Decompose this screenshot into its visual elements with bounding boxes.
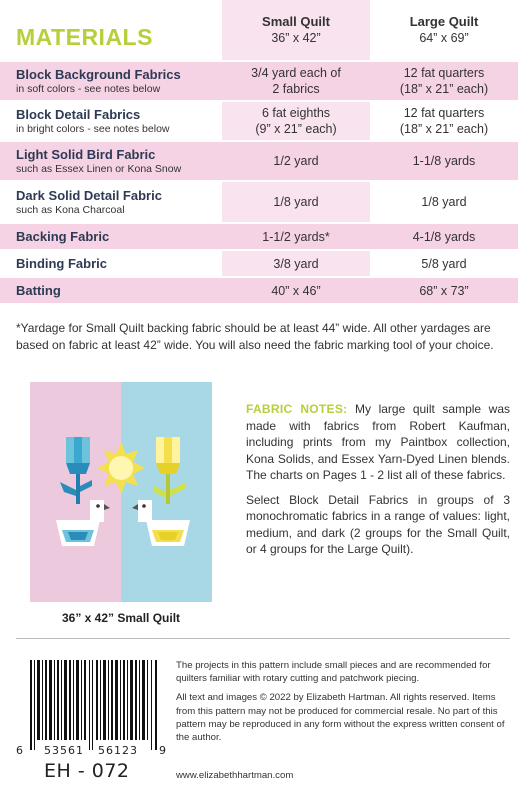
small-value-line: 6 fat eighths <box>261 106 331 120</box>
fabric-notes-para2: Select Block Detail Fabrics in groups of 3 monochromatic fabrics in a range of values: light, medium, and dark (2 groups for the Small Quilt, or 4 groups for the Large Quilt). <box>246 492 510 556</box>
large-value-cell <box>370 278 518 303</box>
table-row <box>0 102 518 142</box>
small-value-line: 1/2 yard <box>273 154 319 168</box>
small-value-line: (9” x 21” each) <box>255 122 337 136</box>
small-value-cell <box>222 142 370 180</box>
quilt-illustration <box>30 382 212 602</box>
large-value-line: 1-1/8 yards <box>412 154 476 168</box>
barcode <box>16 650 168 790</box>
product-sku: EH - 072 <box>44 760 130 782</box>
table-row <box>0 224 518 251</box>
large-value-cell <box>370 251 518 276</box>
barcode-digit-left: 6 <box>16 744 23 757</box>
small-value-line: 1/8 yard <box>273 195 319 209</box>
row-sub: in bright colors - see notes below <box>16 122 170 135</box>
row-sub: in soft colors - see notes below <box>16 82 161 95</box>
table-row <box>0 62 518 102</box>
large-value-line: 68” x 73” <box>419 283 469 298</box>
row-name: Dark Solid Detail Fabric <box>16 187 162 203</box>
small-value-line: 3/8 yard <box>273 256 319 271</box>
large-value-line: 5/8 yard <box>421 256 467 271</box>
small-value-line: 1-1/2 yards* <box>262 229 330 244</box>
table-header-row <box>0 0 518 62</box>
small-value-cell <box>222 278 370 303</box>
small-quilt-header <box>222 0 370 60</box>
row-name: Block Detail Fabrics <box>16 106 141 122</box>
large-value-line: (18” x 21” each) <box>399 82 489 96</box>
fabric-notes-text: My large quilt sample was made with fabrics from Robert Kaufman, including prints from my Paintbox collection, Kona Solids, and Essex Yarn-Dyed Linen blends. The charts on Pages 1 - 2 list all of these fabrics. <box>246 402 511 482</box>
large-value-cell <box>370 142 518 180</box>
barcode-digit-right: 9 <box>159 744 166 757</box>
row-label-cell <box>0 142 222 180</box>
table-row <box>0 142 518 182</box>
row-name: Batting <box>16 282 61 298</box>
small-value-cell <box>222 224 370 249</box>
barcode-group-1: 53561 <box>44 744 84 757</box>
row-label-cell <box>0 102 222 140</box>
table-row <box>0 182 518 224</box>
row-name: Block Background Fabrics <box>16 66 181 82</box>
row-label-cell <box>0 224 222 249</box>
large-value-line: 4-1/8 yards <box>412 229 476 244</box>
table-row <box>0 278 518 305</box>
small-value-line: 2 fabrics <box>272 82 320 96</box>
large-quilt-header <box>370 0 518 60</box>
fabric-notes-para1 <box>246 401 510 484</box>
barcode-icon <box>30 660 158 750</box>
small-value-cell <box>222 182 370 222</box>
small-value-line: 40” x 46” <box>271 283 321 298</box>
row-label-cell <box>0 278 222 303</box>
small-quilt-label: Small Quilt <box>262 14 330 29</box>
row-name: Backing Fabric <box>16 228 110 244</box>
row-sub: such as Kona Charcoal <box>16 203 125 216</box>
large-value-line: 12 fat quarters <box>403 66 485 80</box>
large-value-cell <box>370 102 518 140</box>
row-label-cell <box>0 62 222 100</box>
large-value-cell <box>370 62 518 100</box>
large-value-line: 12 fat quarters <box>403 106 485 120</box>
row-name: Light Solid Bird Fabric <box>16 146 156 162</box>
small-value-cell <box>222 102 370 140</box>
large-value-cell <box>370 182 518 222</box>
row-name: Binding Fabric <box>16 255 107 271</box>
quilt-caption: 36” x 42” Small Quilt <box>61 611 181 625</box>
materials-title: MATERIALS <box>16 23 153 50</box>
footer-text <box>176 659 512 750</box>
large-value-line: 1/8 yard <box>421 195 467 209</box>
fabric-notes <box>246 401 510 566</box>
footer-skill-note: The projects in this pattern include small pieces and are recommended for quilters familiar with rotary cutting and patchwork piecing. <box>176 660 491 685</box>
footer-copyright: All text and images © 2022 by Elizabeth Hartman. All rights reserved. Items from this pattern may not be produced for commercial resale. No part of this pattern may be reproduced in any form without the express written consent of the author. <box>176 692 505 744</box>
small-value-cell <box>222 62 370 100</box>
yardage-note: *Yardage for Small Quilt backing fabric should be at least 44” wide. All other yardages are based on fabric at least 42” wide. You will also need the fabric marking tool of your choice. <box>16 321 494 352</box>
website-link[interactable]: www.elizabethhartman.com <box>176 770 294 781</box>
small-value-cell <box>222 251 370 276</box>
materials-table <box>0 0 518 305</box>
fabric-notes-lead: FABRIC NOTES: <box>246 402 348 416</box>
large-quilt-label: Large Quilt <box>409 14 479 29</box>
large-value-line: (18” x 21” each) <box>399 122 489 136</box>
small-quilt-size: 36” x 42” <box>271 31 321 45</box>
row-sub: such as Essex Linen or Kona Snow <box>16 162 182 175</box>
large-value-cell <box>370 224 518 249</box>
divider <box>16 638 510 639</box>
large-quilt-size: 64” x 69” <box>419 31 469 45</box>
row-label-cell <box>0 251 222 276</box>
row-label-cell <box>0 182 222 222</box>
materials-title-cell <box>0 0 222 60</box>
barcode-group-2: 56123 <box>98 744 138 757</box>
small-value-line: 3/4 yard each of <box>251 66 341 80</box>
quilt-image <box>30 382 212 602</box>
table-row <box>0 251 518 278</box>
